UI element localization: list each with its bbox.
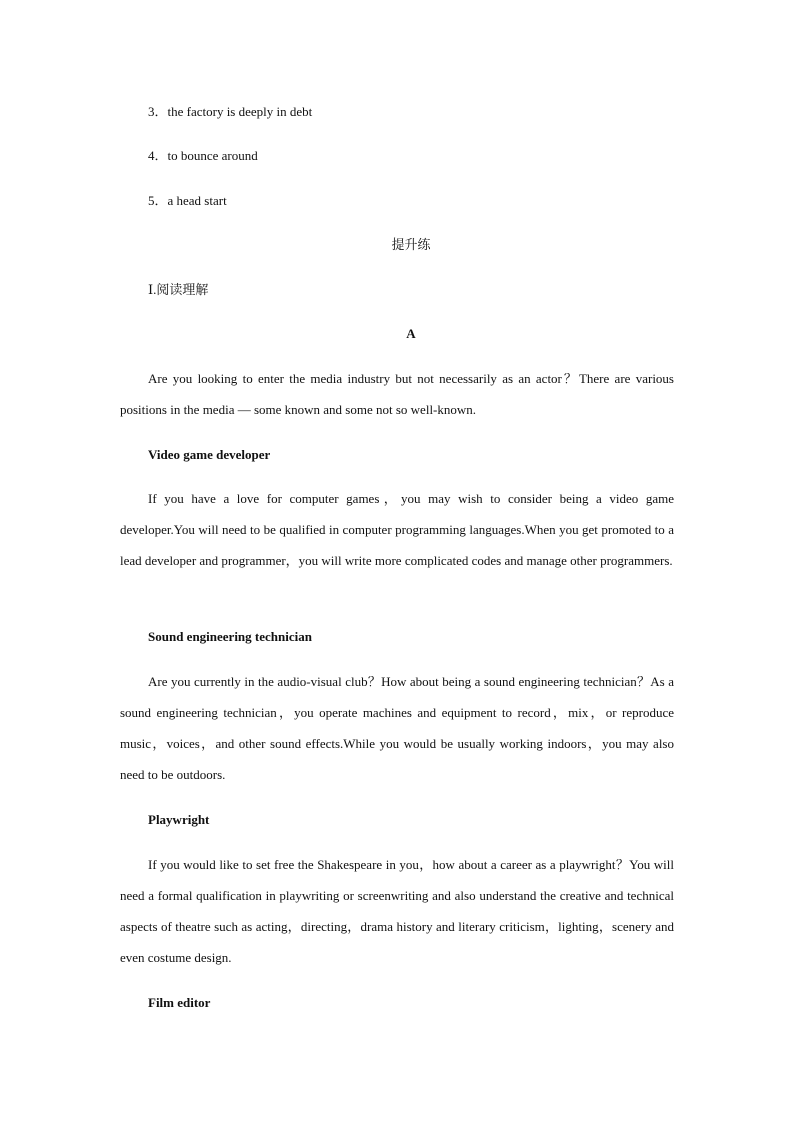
intro-paragraph: Are you looking to enter the media industry but not necessarily as an actor？There are various positions in the media — some known and some not so well-known. bbox=[120, 371, 674, 417]
paragraph-video-game-developer: If you have a love for computer games，you may wish to consider being a video game developer.You will need to be qualified in computer programming languages.When you get promoted to a lead developer and programmer，you will write more complicated codes and manage other programmers. bbox=[120, 491, 674, 568]
passage-label: A bbox=[406, 326, 416, 341]
list-item-4: 4．to bounce around bbox=[148, 148, 258, 163]
part-title: Ⅰ.阅读理解 bbox=[148, 282, 209, 297]
paragraph-playwright: If you would like to set free the Shakespeare in you，how about a career as a playwright？You will need a formal qualification in playwriting or screenwriting and also understand the creative and technical aspects of theatre such as acting，directing，drama history and literary criticism，lighting，scenery and even costume design. bbox=[120, 857, 674, 965]
heading-video-game-developer: Video game developer bbox=[148, 447, 271, 462]
paragraph-sound-engineering-technician: Are you currently in the audio-visual club？How about being a sound engineering technician？As a sound engineering technician，you operate machines and equipment to record，mix，or reproduce music，voices，and other sound effects.While you would be usually working indoors，you may also need to be outdoors. bbox=[120, 674, 674, 782]
heading-sound-engineering-technician: Sound engineering technician bbox=[148, 629, 312, 644]
list-item-5: 5．a head start bbox=[148, 193, 227, 208]
heading-playwright: Playwright bbox=[148, 812, 210, 827]
section-title: 提升练 bbox=[391, 237, 431, 252]
heading-film-editor: Film editor bbox=[148, 995, 211, 1010]
list-item-3: 3．the factory is deeply in debt bbox=[148, 104, 313, 119]
